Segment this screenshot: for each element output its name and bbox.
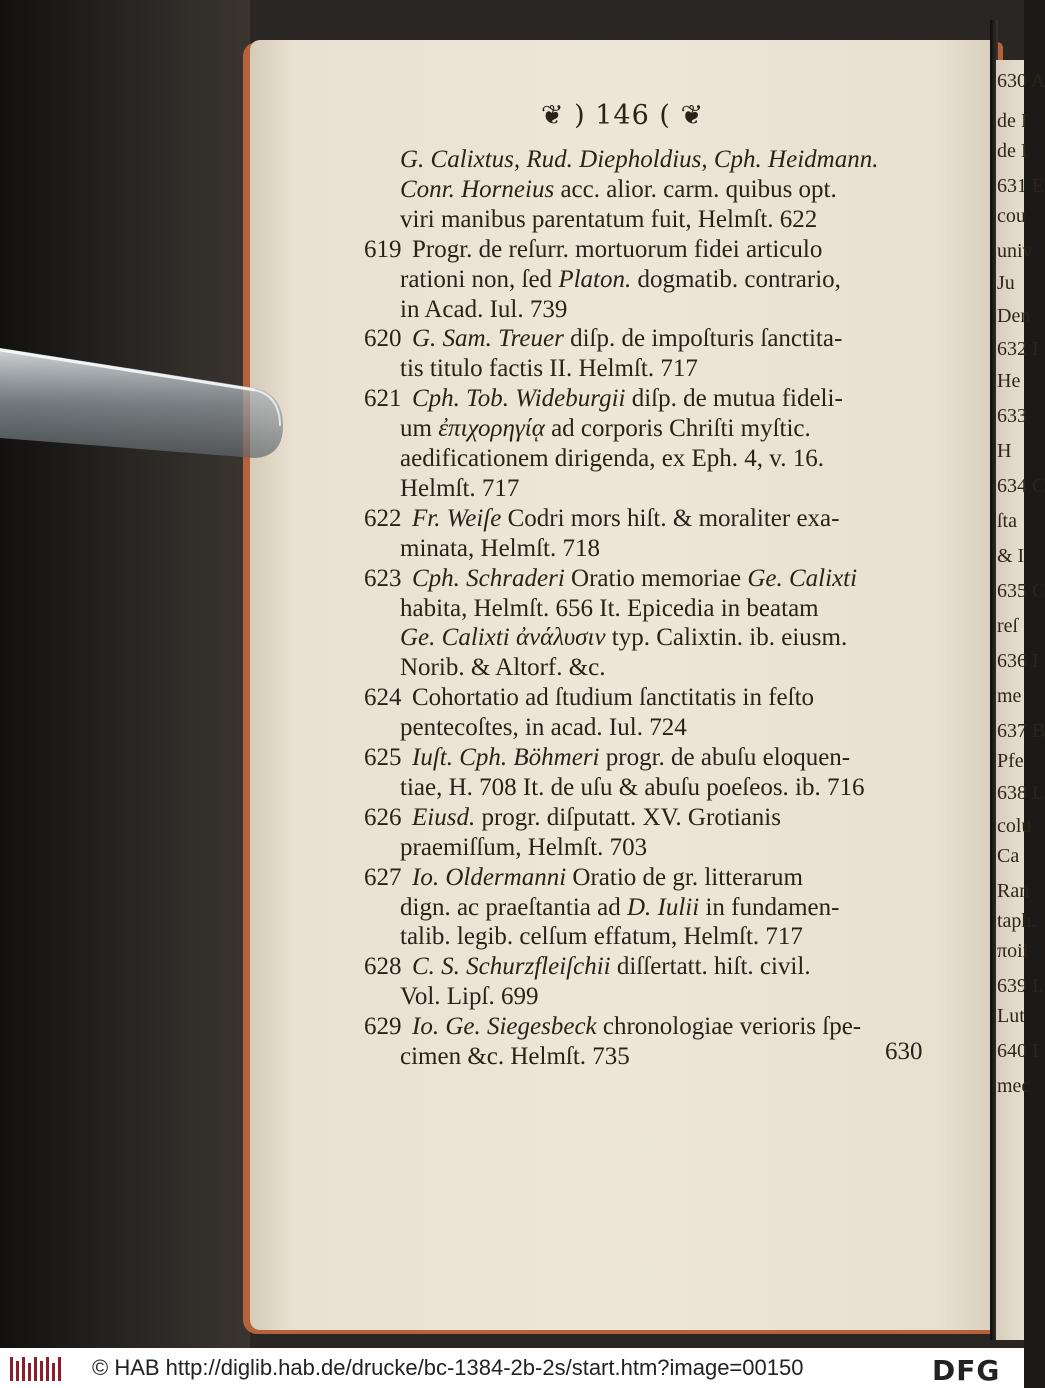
- text-span: diſp. de mutua fideli-: [625, 385, 843, 413]
- entry-number: 626: [364, 803, 402, 831]
- next-page-fragment: cou: [997, 205, 1026, 227]
- text-span: diſſertatt. hiſt. civil.: [610, 953, 811, 981]
- next-page-fragment: He: [997, 370, 1021, 392]
- text-line: [400, 445, 824, 473]
- next-page-fragment: colu: [997, 815, 1032, 837]
- text-span: tiae, H. 708 It. de uſu & abuſu poeſeos. ib. 716: [400, 773, 865, 801]
- text-line: [412, 236, 822, 264]
- text-span: viri manibus parentatum fuit, Helmſt. 622: [400, 205, 818, 233]
- text-span: tis titulo factis II. Helmſt. 717: [400, 355, 698, 383]
- next-page-fragment: 639 I.: [997, 975, 1044, 997]
- next-page-fragment: Den: [997, 305, 1031, 327]
- text-span: cimen &c. Helmſt. 735: [400, 1043, 630, 1070]
- text-line: [400, 774, 865, 802]
- background-left: [0, 0, 250, 1348]
- next-page-fragment: de I: [997, 140, 1028, 162]
- next-page-fragment: H: [997, 440, 1012, 462]
- next-page-fragment: Ca: [997, 845, 1020, 867]
- next-page-fragment: taph.: [997, 910, 1037, 932]
- entry-number: 620: [364, 325, 402, 353]
- entry-number: 619: [364, 235, 402, 263]
- next-page-fragment: me: [997, 685, 1022, 707]
- text-line: [412, 565, 857, 593]
- text-span: in fundamen-: [699, 893, 840, 921]
- text-line: [412, 684, 814, 712]
- footer-copyright: © HAB http://diglib.hab.de/drucke/bc-1384-2b-2s/start.htm?image=00150: [92, 1355, 804, 1380]
- text-span: ad corporis Chriſti myſtic.: [544, 415, 811, 443]
- text-line: [400, 923, 803, 951]
- next-page-fragment: πoii: [997, 940, 1029, 962]
- next-page-fragment: 637 B: [997, 720, 1045, 742]
- entry-number: 625: [364, 744, 402, 771]
- italic-text: G. Sam. Treuer: [412, 325, 564, 353]
- italic-text: Ge. Calixti: [747, 564, 858, 592]
- entry-number: 628: [364, 953, 402, 981]
- text-line: [400, 146, 878, 174]
- entry-number: 623: [364, 564, 402, 592]
- next-page-fragment: Pfe: [997, 750, 1024, 772]
- entry-number: 622: [364, 504, 402, 532]
- text-span: chronologiae verioris ſpe-: [596, 1013, 862, 1041]
- dfg-logo: DFG: [932, 1354, 1001, 1387]
- italic-text: Cph. Schraderi: [412, 564, 565, 592]
- text-line: [400, 266, 841, 294]
- text-span: Oratio de gr. litterarum: [566, 863, 803, 891]
- italic-text: Iuſt. Cph. Böhmeri: [412, 744, 600, 771]
- italic-text: Eiusd.: [412, 803, 476, 831]
- italic-text: C. S. Schurzfleiſchii: [412, 953, 611, 981]
- text-line: [400, 176, 837, 204]
- entry-number: 621: [364, 385, 402, 413]
- text-line: [400, 624, 847, 652]
- entry-number: 624: [364, 684, 402, 712]
- text-span: diſp. de impoſturis ſanctita-: [563, 325, 843, 353]
- text-line: [400, 595, 819, 623]
- next-page-fragment: mec: [997, 1075, 1031, 1097]
- next-page-fragment: 631 E: [997, 175, 1045, 197]
- italic-text: Ge. Calixti ἀνάλυσιν: [400, 624, 606, 652]
- text-span: praemiſſum, Helmſt. 703: [400, 833, 648, 861]
- text-line: [400, 206, 817, 234]
- next-page-fragment: Ran: [997, 880, 1030, 902]
- text-line: [412, 864, 803, 892]
- text-span: in Acad. Iul. 739: [400, 295, 568, 323]
- text-span: Cohortatio ad ſtudium ſanctitatis in feſto: [412, 684, 815, 712]
- next-page-fragment: 632 I: [997, 338, 1039, 360]
- italic-text: D. Iulii: [626, 893, 700, 921]
- text-span: dogmatib. contrario,: [631, 265, 841, 293]
- text-line: [400, 1043, 630, 1071]
- next-page-fragment: 638 L: [997, 782, 1045, 804]
- next-page-fragment: de I: [997, 110, 1028, 132]
- glass-clamp: [0, 330, 295, 460]
- text-line: [412, 804, 781, 832]
- next-page-fragment: Lut: [997, 1005, 1025, 1027]
- text-line: [400, 894, 839, 922]
- text-line: [412, 1013, 861, 1041]
- next-page-fragment: reſ: [997, 615, 1019, 637]
- text-line: [412, 325, 842, 353]
- next-page-fragment: 630 A: [997, 70, 1045, 92]
- italic-text: Cph. Tob. Wideburgii: [412, 385, 626, 413]
- next-page-fragment: univ: [997, 240, 1033, 262]
- text-line: [412, 505, 839, 533]
- text-span: progr. diſputatt. XV. Grotianis: [475, 803, 781, 831]
- next-page-edge: [996, 60, 1045, 1340]
- entry-number: 629: [364, 1013, 402, 1041]
- page-header: ❦ ) 146 ( ❦: [540, 100, 705, 131]
- text-span: acc. alior. carm. quibus opt.: [554, 175, 837, 203]
- text-line: [400, 355, 698, 383]
- text-line: [400, 983, 538, 1011]
- text-line: [400, 654, 606, 682]
- text-span: talib. legib. celſum effatum, Helmſt. 717: [400, 923, 803, 951]
- italic-text: ἐπιχορηγίᾳ: [438, 415, 545, 443]
- text-line: [400, 296, 567, 324]
- text-span: progr. de abuſu eloquen-: [599, 744, 851, 771]
- text-line: [412, 744, 850, 772]
- next-page-fragment: 636 I: [997, 650, 1039, 672]
- italic-text: Io. Oldermanni: [412, 863, 567, 891]
- text-span: dign. ac praeſtantia ad: [400, 893, 627, 921]
- text-span: habita, Helmſt. 656 It. Epicedia in beatam: [400, 594, 819, 622]
- next-page-fragment: 633: [997, 405, 1027, 427]
- text-span: Vol. Lipſ. 699: [400, 983, 539, 1011]
- text-span: Helmſt. 717: [400, 474, 520, 502]
- italic-text: Fr. Weiſe: [412, 504, 502, 532]
- text-line: [400, 535, 600, 563]
- text-span: Norib. & Altorf. &c.: [400, 654, 606, 682]
- text-span: aedificationem dirigenda, ex Eph. 4, v. 16.: [400, 445, 824, 472]
- text-span: um: [400, 415, 439, 443]
- text-line: [412, 953, 811, 981]
- text-line: [400, 714, 687, 742]
- text-span: Progr. de reſurr. mortuorum fidei articulo: [412, 235, 823, 263]
- text-span: minata, Helmſt. 718: [400, 534, 600, 562]
- text-line: [400, 415, 811, 443]
- next-page-fragment: ſta: [997, 510, 1017, 532]
- text-span: Codri mors hiſt. & moraliter exa-: [501, 504, 840, 532]
- next-page-fragment: Ju: [997, 272, 1015, 294]
- catchword: 630: [885, 1038, 923, 1065]
- text-line: [400, 834, 647, 862]
- italic-text: Io. Ge. Siegesbeck: [412, 1013, 597, 1041]
- next-page-fragment: & I: [997, 545, 1025, 567]
- next-page-fragment: 640 I: [997, 1040, 1039, 1062]
- text-span: rationi non, ſed: [400, 265, 559, 293]
- next-page-fragment: 635 C: [997, 580, 1045, 602]
- entry-number: 627: [364, 863, 402, 891]
- italic-text: Platon.: [558, 265, 632, 293]
- text-span: pentecoſtes, in acad. Iul. 724: [400, 714, 687, 742]
- footer-bar: [0, 1348, 1024, 1388]
- hab-logo-icon: [8, 1354, 68, 1384]
- text-span: Oratio memoriae: [564, 564, 748, 592]
- italic-text: G. Calixtus, Rud. Diepholdius, Cph. Heidmann.: [400, 146, 879, 173]
- next-page-fragment: 634 C: [997, 475, 1045, 497]
- text-line: [400, 475, 519, 503]
- text-span: typ. Calixtin. ib. eiusm.: [605, 624, 848, 652]
- italic-text: Conr. Horneius: [400, 175, 555, 203]
- text-line: [412, 385, 843, 413]
